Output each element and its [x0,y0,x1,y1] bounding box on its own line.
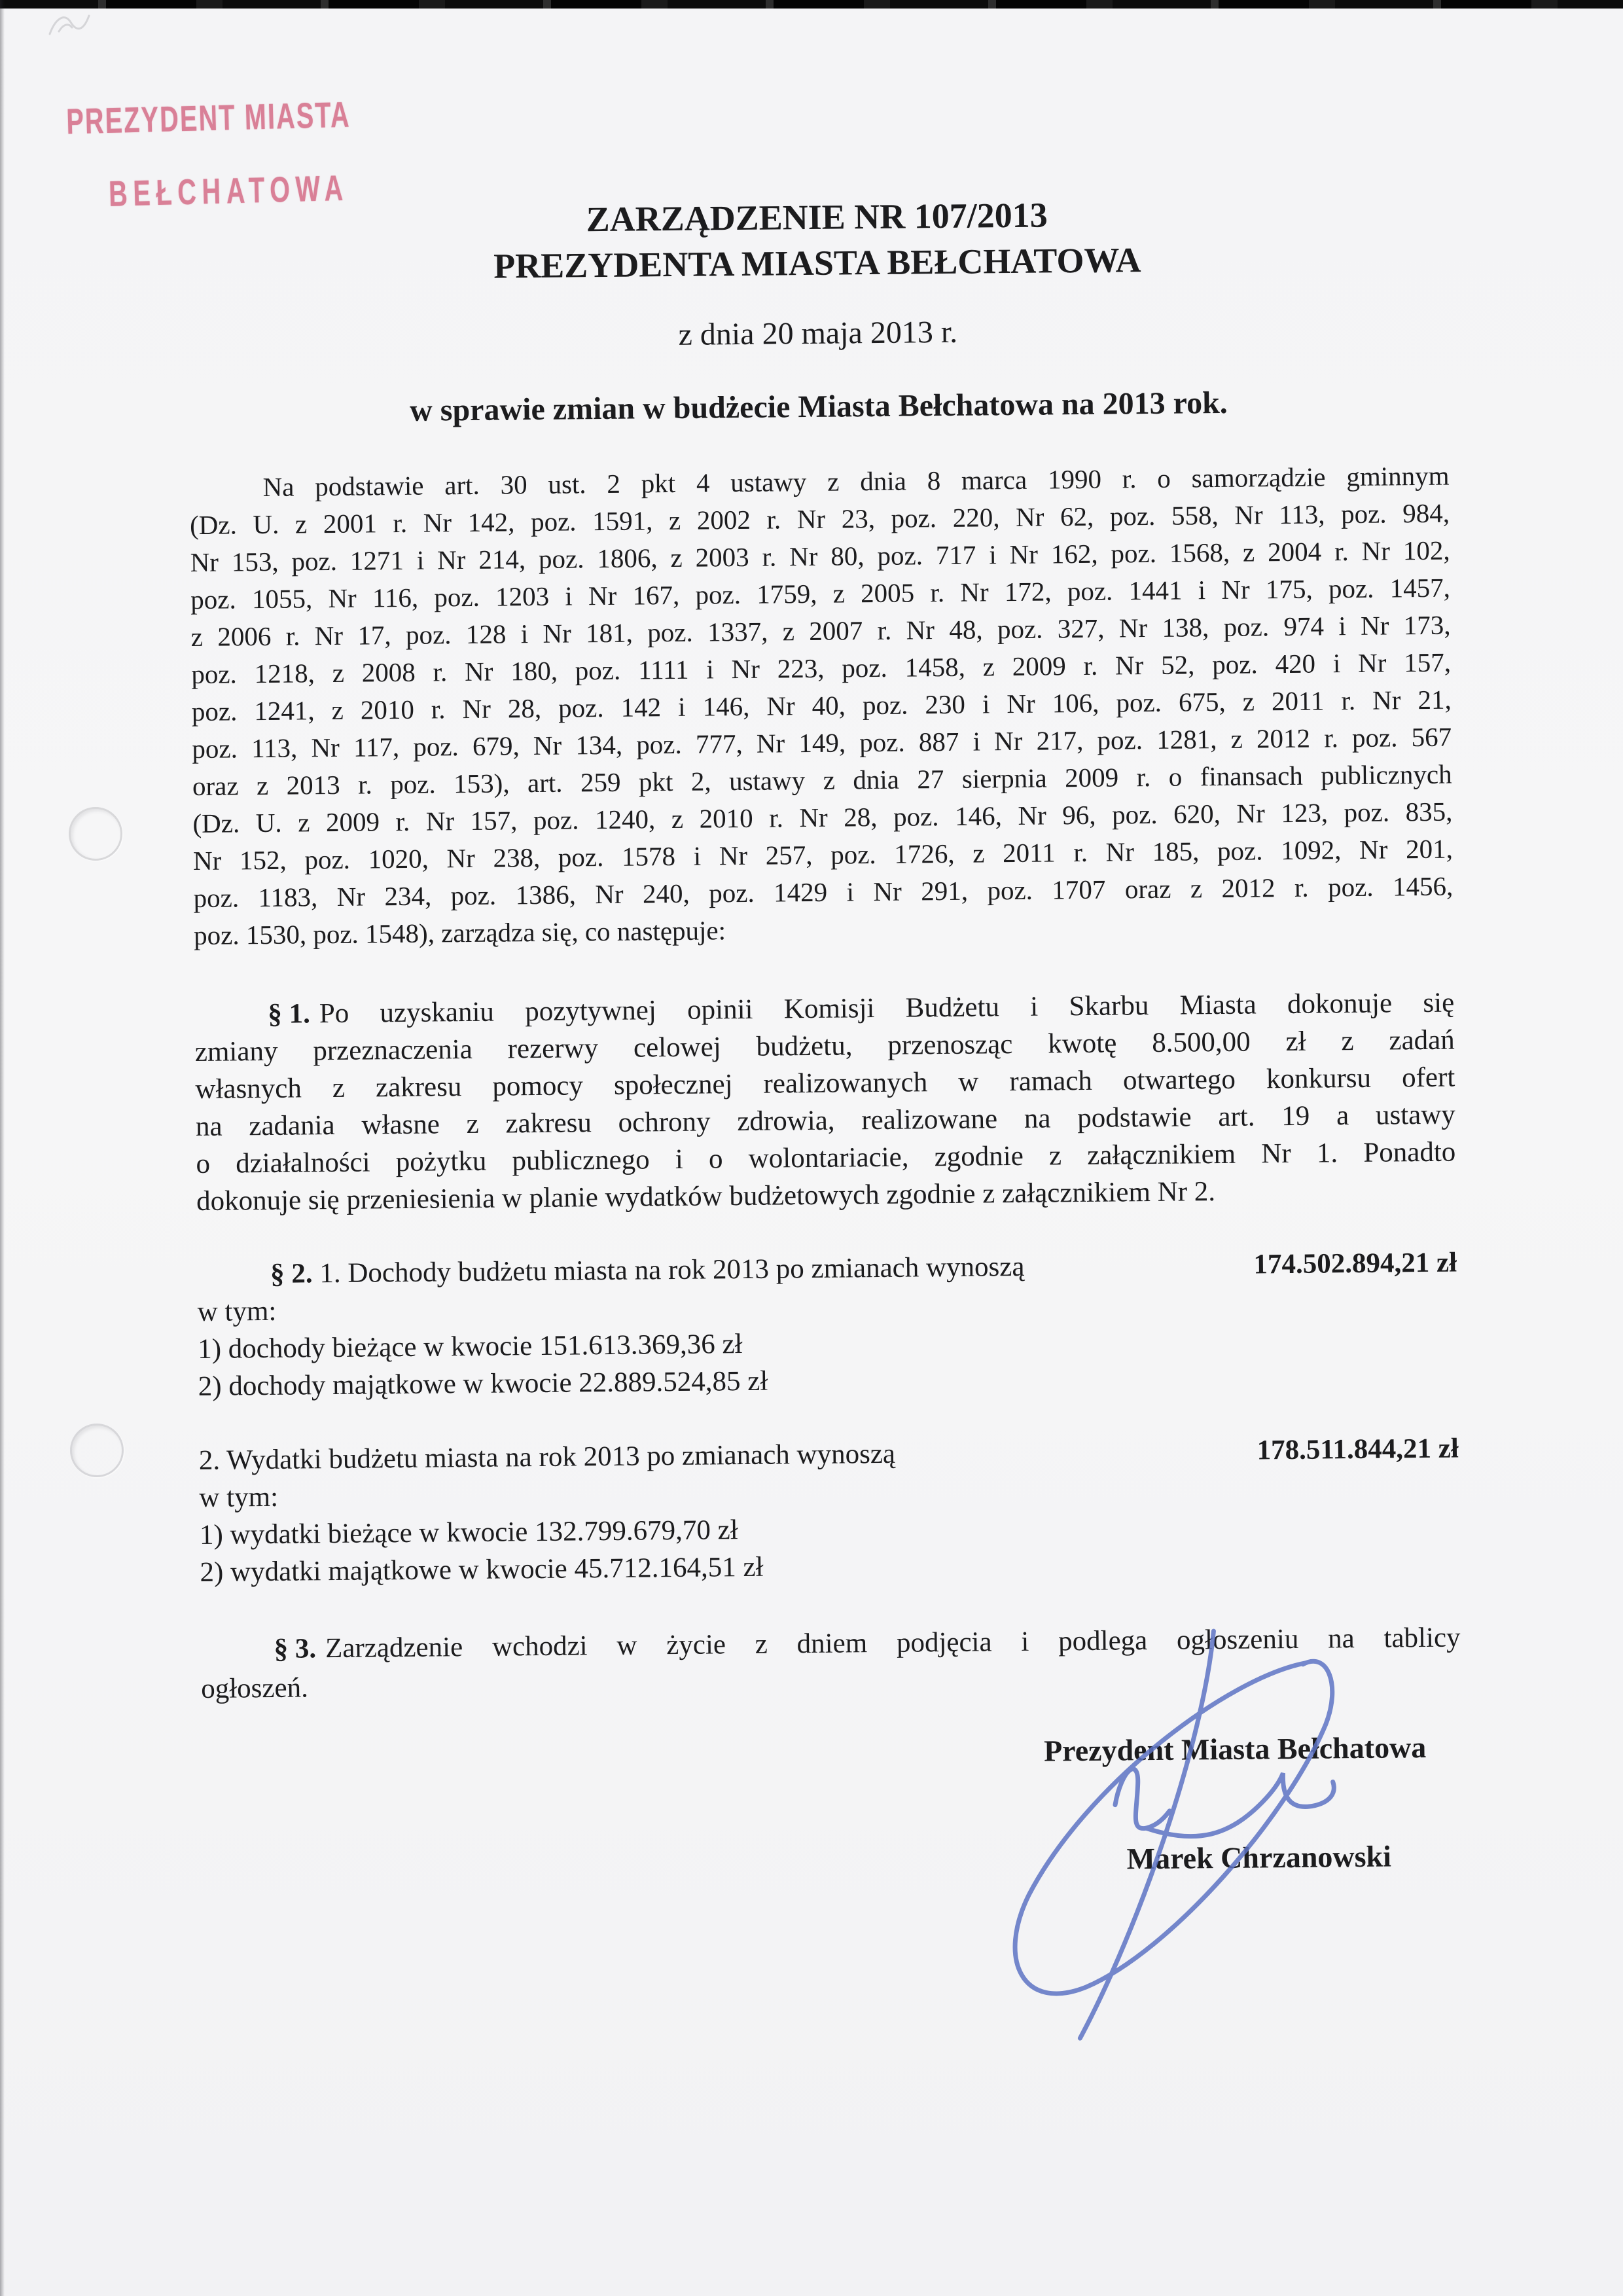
text-line: Nr 153, poz. 1271 i Nr 214, poz. 1806, z 2003 r. Nr 80, poz. 717 i Nr 162, poz. 1568, z 2004 r. Nr 102, [190,535,1450,578]
section-1-continuation [195,1024,1456,1185]
section-marker: § 1. [268,998,311,1030]
text-line: na zadania własne z zakresu ochrony zdrowia, realizowane na podstawie art. 19 a ustawy [195,1099,1456,1143]
text-line: 1) wydatki bieżące w kwocie 132.799.679,70 zł [199,1515,738,1551]
issuer-line: PREZYDENTA MIASTA BEŁCHATOWA [493,240,1141,286]
section-1-paragraph [194,987,1456,1223]
text-line: Nr 152, poz. 1020, Nr 238, poz. 1578 i Nr 257, poz. 1726, z 2011 r. Nr 185, poz. 1092, Nr 201, [192,833,1454,876]
text-line: 1) dochody bieżące w kwocie 151.613.369,36 zł [198,1329,743,1365]
text-line: (Dz. U. z 2001 r. Nr 142, poz. 1591, z 2002 r. Nr 23, poz. 220, Nr 62, poz. 558, Nr 113, poz. 984, [189,497,1450,541]
text-line: w tym: [199,1481,279,1514]
signature-name: Marek Chrzanowski [1126,1839,1392,1876]
text-line: ogłoszeń. [200,1672,309,1704]
expense-details [199,1470,1460,1594]
revenue-label: 1. Dochody budżetu miasta na rok 2013 po zmianach wynoszą [319,1251,1025,1289]
text-line: poz. 1241, z 2010 r. Nr 28, poz. 142 i 146, Nr 40, poz. 230 i Nr 106, poz. 675, z 2011 r. Nr 21, [191,684,1452,727]
text-line: poz. 1055, Nr 116, poz. 1203 i Nr 167, poz. 1759, z 2005 r. Nr 172, poz. 1441 i Nr 175, poz. 1457, [190,572,1451,615]
text-line: (Dz. U. z 2009 r. Nr 157, poz. 1240, z 2010 r. Nr 28, poz. 146, Nr 96, poz. 620, Nr 123, poz. 835, [192,796,1453,839]
text-line [270,1251,1025,1290]
text-line: Zarządzenie wchodzi w życie z dniem podjęcia i podlega ogłoszeniu na tablicy [325,1622,1461,1664]
section-marker: § 2. [270,1258,313,1289]
text-line: 2) dochody majątkowe w kwocie 22.889.524,85 zł [198,1365,768,1403]
stamp-line: BEŁCHATOWA [108,167,349,214]
text-line: poz. 1183, Nr 234, poz. 1386, Nr 240, poz. 1429 i Nr 291, poz. 1707 oraz z 2012 r. poz. 1456, [193,870,1454,914]
expense-label: 2. Wydatki budżetu miasta na rok 2013 po zmianach wynoszą [198,1438,896,1477]
text-line: Na podstawie art. 30 ust. 2 pkt 4 ustawy z dnia 8 marca 1990 r. o samorządzie gminnym [262,460,1450,502]
text-line: zmiany przeznaczenia rezerwy celowej budżetu, przenosząc kwotę 8.500,00 zł z zadań [194,1024,1455,1068]
legal-basis-paragraph [189,460,1454,957]
document-title [187,188,1447,292]
text-line: poz. 1530, poz. 1548), zarządza się, co następuje: [193,915,726,951]
ordinance-number-line: ZARZĄDZENIE NR 107/2013 [586,195,1048,240]
subject-line: w sprawie zmian w budżecie Miasta Bełchatowa na 2013 rok. [409,385,1228,428]
text-line: dokonuje się przeniesienia w planie wydatków budżetowych zgodnie z załącznikiem Nr 2. [196,1176,1216,1217]
office-stamp [66,90,463,215]
text-line: poz. 113, Nr 117, poz. 679, Nr 134, poz. 777, Nr 149, poz. 887 i Nr 217, poz. 1281, z 2012 r. poz. 567 [192,721,1452,764]
text-line: Po uzyskaniu pozytywnej opinii Komisji Budżetu i Skarbu Miasta dokonuje się [319,987,1455,1030]
stamp-line: PREZYDENT MIASTA [65,94,351,142]
text-line: 2) wydatki majątkowe w kwocie 45.712.164,51 zł [200,1551,764,1588]
section-marker: § 3. [274,1633,317,1664]
text-line: oraz z 2013 r. poz. 153), art. 259 pkt 2, ustawy z dnia 27 sierpnia 2009 r. o finansach publicznych [192,759,1452,802]
date-line: z dnia 20 maja 2013 r. [678,314,958,352]
text-line: własnych z zakresu pomocy społecznej realizowanych w ramach otwartego konkursu ofert [195,1062,1455,1105]
signature-role: Prezydent Miasta Bełchatowa [1043,1731,1427,1768]
expense-total-amount: 178.511.844,21 zł [1257,1433,1459,1466]
text-line: w tym: [197,1295,277,1328]
text-line: o działalności pożytku publicznego i o wolontariacie, zgodnie z załącznikiem Nr 1. Ponadto [196,1136,1456,1180]
revenue-details [197,1284,1458,1408]
section-2-paragraph [197,1247,1460,1594]
revenue-total-amount: 174.502.894,21 zł [1253,1247,1457,1280]
text-line: z 2006 r. Nr 17, poz. 128 i Nr 181, poz. 1337, z 2007 r. Nr 48, poz. 327, Nr 138, poz. 974 i Nr 173, [190,609,1451,653]
text-line: poz. 1218, z 2008 r. Nr 180, poz. 1111 i Nr 223, poz. 1458, z 2009 r. Nr 52, poz. 420 i Nr 157, [191,647,1452,690]
legal-basis-continuation [190,497,1454,920]
handwritten-signature-ink [920,1585,1422,2060]
